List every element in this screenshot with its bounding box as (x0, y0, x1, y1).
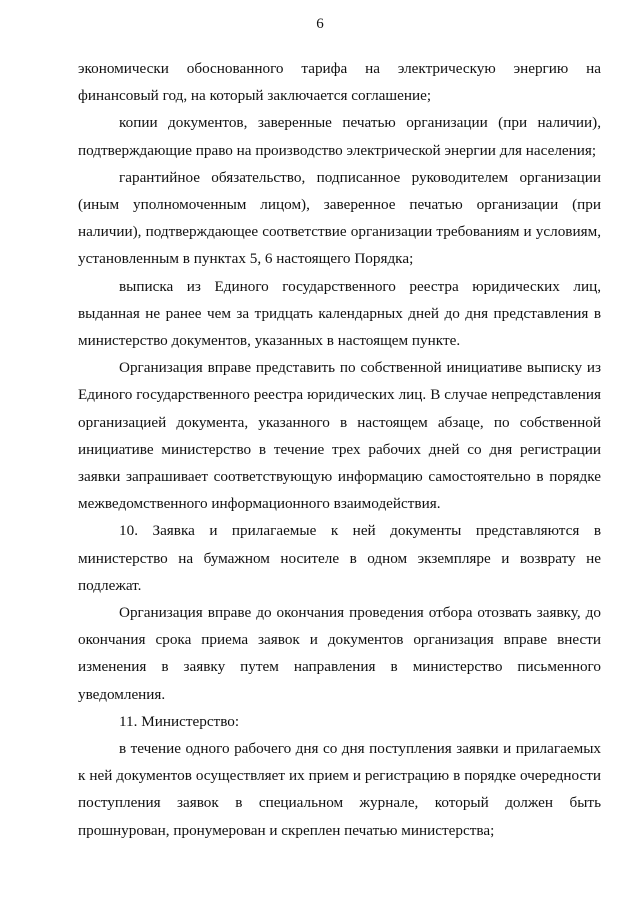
paragraph-own-initiative: Организация вправе представить по собственной инициативе выписку из Единого государственного реестра юридических лиц. В случае непредставления организацией документа, указанного в настоящем абзаце, по собственной инициативе министерство в течение трех рабочих дней со дня регистрации заявки запрашивает соответствующую информацию самостоятельно в порядке межведомственного информационного взаимодействия. (78, 359, 601, 513)
paragraph-tariff-continuation: экономически обоснованного тарифа на электрическую энергию на финансовый год, на который заключается соглашение; (78, 60, 601, 105)
paragraph-item-11-heading: 11. Министерство: (119, 712, 240, 730)
paragraph-guarantee-obligation: гарантийное обязательство, подписанное руководителем организации (иным уполномоченным лицом), заверенное печатью организации (при наличии), подтверждающее соответствие организации требованиям и условиям, установленным в пунктах 5, 6 настоящего Порядка; (78, 168, 601, 268)
paragraph-item-10: 10. Заявка и прилагаемые к ней документы представляются в министерство на бумажном носителе в одном экземпляре и возврату не подлежат. (78, 522, 601, 594)
paragraph-registry-extract: выписка из Единого государственного реестра юридических лиц, выданная не ранее чем за тридцать календарных дней до дня представления в министерство документов, указанных в настоящем пункте. (78, 277, 601, 350)
paragraph-withdraw-application: Организация вправе до окончания проведения отбора отозвать заявку, до окончания срока приема заявок и документов организация вправе внести изменения в заявку путем направления в министерство письменного уведомления. (78, 604, 601, 703)
page-number: 6 (316, 16, 324, 32)
document-body (78, 55, 601, 844)
paragraph-document-copies: копии документов, заверенные печатью организации (при наличии), подтверждающие право на производство электрической энергии для населения; (78, 114, 601, 159)
paragraph-registration: в течение одного рабочего дня со дня поступления заявки и прилагаемых к ней документов осуществляет их прием и регистрацию в порядке очередности поступления заявок в специальном журнале, который должен быть прошнурован, пронумерован и скреплен печатью министерства; (78, 740, 601, 839)
